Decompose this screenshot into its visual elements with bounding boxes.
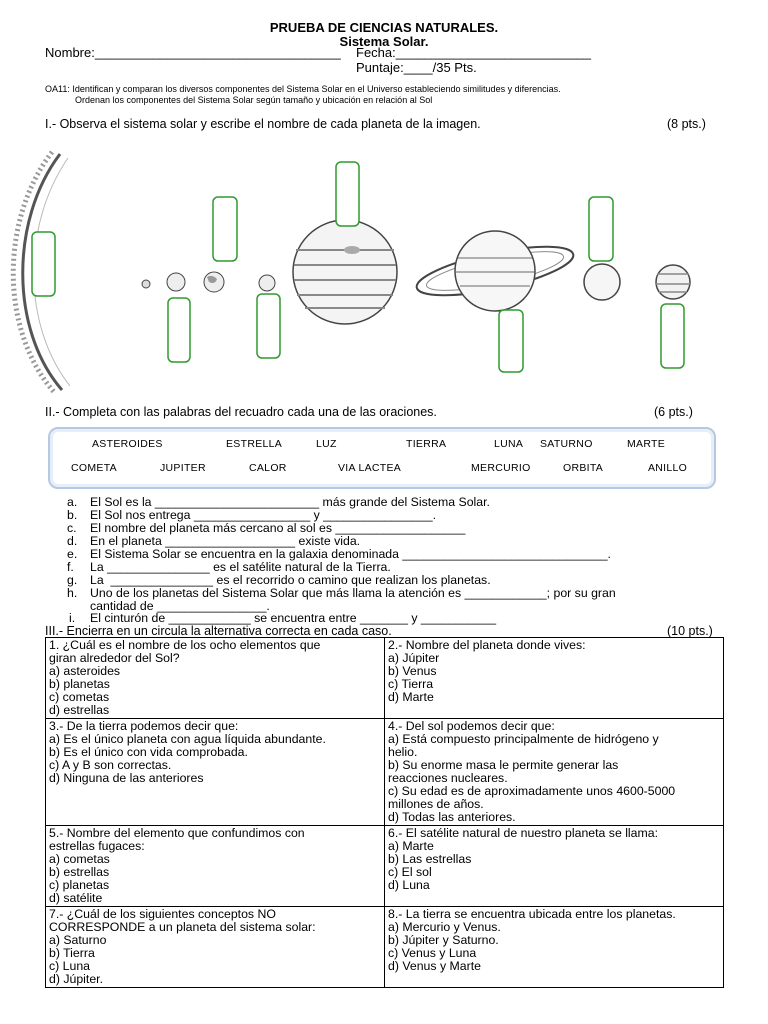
- section-1-instruction: I.- Observa el sistema solar y escribe el nombre de cada planeta de la imagen.: [45, 117, 481, 131]
- word-bank-item: TIERRA: [406, 438, 447, 450]
- question-2: [385, 638, 724, 719]
- page-title: PRUEBA DE CIENCIAS NATURALES.: [269, 20, 499, 35]
- answer-option[interactable]: a) Mercurio y Venus.: [388, 920, 501, 934]
- sentence-text: En el planeta ___________________ existe vida.: [90, 534, 361, 548]
- answer-option[interactable]: a) asteroides: [49, 664, 121, 678]
- question-3: [46, 719, 385, 826]
- answer-option[interactable]: d) Marte: [388, 690, 434, 704]
- word-bank: [48, 427, 716, 489]
- word-bank-item: LUNA: [494, 438, 524, 450]
- word-bank-item: JUPITER: [160, 462, 206, 474]
- sentence-letter: i.: [69, 611, 76, 625]
- answer-option[interactable]: a) Es el único planeta con agua líquida abundante.: [49, 732, 326, 746]
- sentence-text: El nombre del planeta más cercano al sol es ___________________: [90, 521, 466, 535]
- sentence-letter: c.: [67, 521, 77, 535]
- answer-option[interactable]: a) Saturno: [49, 933, 107, 947]
- sentence-letter: a.: [67, 495, 78, 509]
- planet-mercury: [142, 280, 150, 288]
- sentence-letter: f.: [67, 560, 74, 574]
- label-box-earth: [213, 197, 237, 261]
- sentence-letter: d.: [67, 534, 78, 548]
- answer-option[interactable]: b) Es el único con vida comprobada.: [49, 745, 248, 759]
- answer-option[interactable]: a) Júpiter: [388, 651, 440, 665]
- sentence-text: cantidad de ________________.: [90, 599, 270, 613]
- sentence-text: La _______________ es el satélite natural de la Tierra.: [90, 560, 391, 574]
- question-line: 6.- El satélite natural de nuestro planeta se llama:: [388, 826, 659, 840]
- word-bank-item: LUZ: [316, 438, 337, 450]
- answer-option[interactable]: d) Júpiter.: [49, 972, 103, 986]
- answer-option[interactable]: b) estrellas: [49, 865, 110, 879]
- answer-option[interactable]: c) Venus y Luna: [388, 946, 477, 960]
- word-bank-item: ASTEROIDES: [92, 438, 163, 450]
- question-line: giran alrededor del Sol?: [49, 651, 180, 665]
- word-bank-item: ORBITA: [563, 462, 604, 474]
- answer-option[interactable]: a) Está compuesto principalmente de hidrógeno y: [388, 732, 659, 746]
- sentence-text: El Sol es la ________________________ más grande del Sistema Solar.: [90, 495, 490, 509]
- word-bank-item: VIA LACTEA: [338, 462, 402, 474]
- answer-option[interactable]: d) Ninguna de las anteriores: [49, 771, 204, 785]
- fecha-field[interactable]: Fecha:___________________________: [356, 45, 591, 60]
- answer-option[interactable]: d) Todas las anteriores.: [388, 810, 516, 824]
- answer-option[interactable]: c) Tierra: [388, 677, 434, 691]
- section-3-points: (10 pts.): [667, 624, 713, 638]
- question-line: 2.- Nombre del planeta donde vives:: [388, 638, 586, 652]
- sentence-letter: h.: [67, 586, 78, 600]
- objective-line-2: Ordenan los componentes del Sistema Solar según tamaño y ubicación en relación al Sol: [75, 95, 433, 105]
- answer-option[interactable]: a) Marte: [388, 839, 434, 853]
- planet-jupiter: [293, 220, 397, 324]
- planet-mars: [259, 275, 275, 291]
- planet-neptune: [656, 265, 690, 299]
- word-bank-item: MARTE: [627, 438, 666, 450]
- answer-option[interactable]: helio.: [388, 745, 418, 759]
- answer-option[interactable]: c) A y B son correctas.: [49, 758, 172, 772]
- answer-option[interactable]: reacciones nucleares.: [388, 771, 508, 785]
- label-box-uranus: [589, 197, 613, 261]
- word-bank-item: SATURNO: [540, 438, 593, 450]
- planet-uranus: [584, 264, 620, 300]
- answer-option[interactable]: b) Júpiter y Saturno.: [388, 933, 499, 947]
- sentence-text: Uno de los planetas del Sistema Solar que más llama la atención es ____________; por su gran: [90, 586, 616, 600]
- puntaje-field[interactable]: Puntaje:____/35 Pts.: [356, 60, 477, 75]
- answer-option[interactable]: b) Su enorme masa le permite generar las: [388, 758, 619, 772]
- planet-venus: [167, 273, 185, 291]
- word-bank-item: ESTRELLA: [226, 438, 283, 450]
- answer-option[interactable]: d) estrellas: [49, 703, 110, 717]
- label-box-mars: [257, 294, 280, 358]
- section-2-points: (6 pts.): [654, 405, 693, 419]
- sentence-text: El Sistema Solar se encuentra en la galaxia denominada ______________________________.: [90, 547, 611, 561]
- word-bank-item: COMETA: [71, 462, 117, 474]
- question-6: [385, 826, 724, 907]
- answer-option[interactable]: b) planetas: [49, 677, 110, 691]
- question-line: 4.- Del sol podemos decir que:: [388, 719, 555, 733]
- objective-line-1: OA11: Identifican y comparan los diversos componentes del Sistema Solar en el Universo estableciendo similitudes y diferencias.: [45, 84, 561, 94]
- word-bank-item: ANILLO: [648, 462, 688, 474]
- question-line: CORRESPONDE a un planeta del sistema solar:: [49, 920, 316, 934]
- nombre-field[interactable]: Nombre:__________________________________: [45, 45, 341, 60]
- question-1: [46, 638, 385, 719]
- label-box-jupiter: [336, 162, 359, 226]
- solar-system-illustration: [0, 140, 768, 400]
- sentence-text: El Sol nos entrega _________________ y ________________.: [90, 508, 436, 522]
- word-bank-item: MERCURIO: [471, 462, 531, 474]
- label-box-venus: [168, 298, 190, 362]
- question-4: [385, 719, 724, 826]
- sentence-text: El cinturón de ____________ se encuentra entre _______ y ___________: [90, 611, 497, 625]
- answer-option[interactable]: c) El sol: [388, 865, 432, 879]
- label-box-neptune: [661, 304, 684, 368]
- planet-saturn: [413, 231, 577, 311]
- answer-option[interactable]: d) Venus y Marte: [388, 959, 481, 973]
- section-1-points: (8 pts.): [667, 117, 706, 131]
- section-3-instruction: III.- Encierra en un circula la alternativa correcta en cada caso.: [45, 624, 392, 638]
- sentence-letter: g.: [67, 573, 78, 587]
- answer-option[interactable]: a) cometas: [49, 852, 110, 866]
- answer-option[interactable]: d) Luna: [388, 878, 430, 892]
- question-line: 8.- La tierra se encuentra ubicada entre los planetas.: [388, 907, 676, 921]
- section-2-instruction: II.- Completa con las palabras del recuadro cada una de las oraciones.: [45, 405, 437, 419]
- sentence-text: La _______________ es el recorrido o camino que realizan los planetas.: [90, 573, 491, 587]
- sentence-letter: b.: [67, 508, 78, 522]
- answer-option[interactable]: b) Tierra: [49, 946, 95, 960]
- label-box-mercury: [32, 232, 55, 296]
- question-5: [46, 826, 385, 907]
- question-line: 5.- Nombre del elemento que confundimos con: [49, 826, 305, 840]
- question-line: 3.- De la tierra podemos decir que:: [49, 719, 239, 733]
- answer-option[interactable]: millones de años.: [388, 797, 484, 811]
- answer-option[interactable]: d) satélite: [49, 891, 103, 905]
- word-bank-item: CALOR: [249, 462, 287, 474]
- question-8: [385, 907, 724, 988]
- answer-option[interactable]: b) Las estrellas: [388, 852, 472, 866]
- questions-table: [45, 637, 724, 988]
- question-line: estrellas fugaces:: [49, 839, 145, 853]
- page-subtitle: Sistema Solar.: [339, 34, 429, 49]
- question-7: [46, 907, 385, 988]
- answer-option[interactable]: c) Su edad es de aproximadamente unos 4600-5000: [388, 784, 676, 798]
- answer-option[interactable]: b) Venus: [388, 664, 437, 678]
- answer-option[interactable]: c) planetas: [49, 878, 110, 892]
- label-box-saturn: [499, 310, 523, 372]
- answer-option[interactable]: c) Luna: [49, 959, 91, 973]
- question-line: 1. ¿Cuál es el nombre de los ocho elementos que: [49, 638, 321, 652]
- sentence-letter: e.: [67, 547, 78, 561]
- question-line: 7.- ¿Cuál de los siguientes conceptos NO: [49, 907, 276, 921]
- answer-option[interactable]: c) cometas: [49, 690, 110, 704]
